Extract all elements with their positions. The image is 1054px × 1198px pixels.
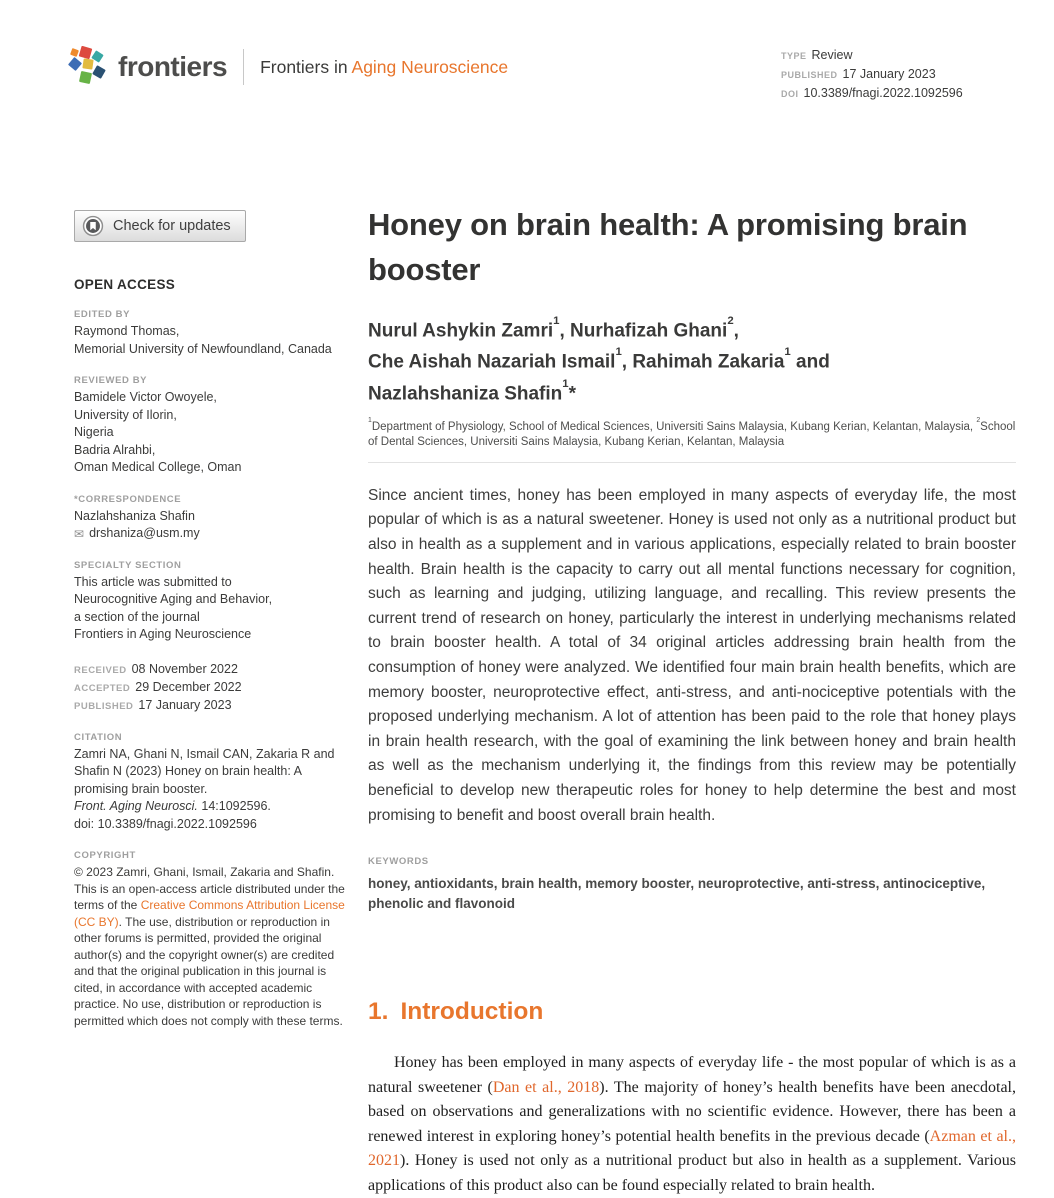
copyright-text: © 2023 Zamri, Ghani, Ismail, Zakaria and Shafin. This is an open-access article distributed under the terms of the — [74, 865, 345, 912]
received-row — [74, 661, 350, 679]
meta-published-label: PUBLISHED — [781, 70, 838, 80]
corresponding-author-asterisk: * — [568, 382, 577, 404]
citation-link-dan-2018[interactable]: Dan et al., 2018 — [492, 1078, 600, 1096]
authors-line — [368, 344, 1016, 375]
author-affil-sup: 1 — [615, 346, 622, 359]
reviewed-by-line: Oman Medical College, Oman — [74, 460, 242, 474]
author-name: Nazlahshaniza Shafin — [368, 382, 563, 404]
meta-doi-label: DOI — [781, 89, 799, 99]
citation-volume: 14:1092596. — [197, 799, 271, 813]
check-for-updates-button[interactable] — [74, 210, 246, 242]
affiliation-text: Department of Physiology, School of Medical Sciences, Universiti Sains Malaysia, Kubang Kerian, Kelantan, Malaysia, — [371, 420, 977, 433]
journal-name — [260, 57, 508, 78]
journal-prefix: Frontiers in — [260, 56, 352, 77]
authors-line — [368, 376, 1016, 407]
affiliation-sup: 1 — [368, 416, 372, 424]
published-row — [74, 697, 350, 715]
affiliations — [368, 416, 1016, 451]
section-title: Introduction — [400, 998, 544, 1026]
citation-label: CITATION — [74, 731, 123, 743]
affiliation-text: School of Dental Sciences, Universiti Sains Malaysia, Kubang Kerian, Kelantan, Malaysia — [368, 420, 1016, 449]
edited-by-label: EDITED BY — [74, 309, 131, 320]
citation-text: Zamri NA, Ghani N, Ismail CAN, Zakaria R and Shafin N (2023) Honey on brain health: A promising brain booster. — [74, 746, 335, 796]
affiliation-sup: 2 — [976, 416, 981, 424]
intro-text: ). The majority of honey’s health benefits have been anecdotal, based on observations and generalizations with no scientific evidence. However, there has been a renewed interest in exploring honey’s potential health benefits in the previous decade ( — [368, 1078, 1017, 1145]
journal-title-accent: Aging Neuroscience — [351, 56, 509, 77]
published-value: 17 January 2023 — [138, 697, 232, 712]
envelope-icon: ✉ — [74, 526, 85, 541]
header-divider — [243, 49, 244, 85]
meta-published-row — [781, 65, 963, 84]
specialty-section-label: SPECIALTY SECTION — [74, 559, 182, 571]
reviewed-by-line: Nigeria — [74, 425, 114, 439]
edited-by-block — [74, 323, 350, 358]
article-title: Honey on brain health: A promising brain booster — [368, 207, 968, 287]
accepted-label: ACCEPTED — [74, 682, 131, 694]
published-label: PUBLISHED — [74, 700, 134, 712]
citation-journal-line — [74, 798, 350, 816]
copyright-label: COPYRIGHT — [74, 850, 136, 861]
specialty-line: a section of the journal — [74, 609, 200, 624]
keywords-label: KEYWORDS — [368, 856, 429, 868]
meta-type-label: TYPE — [781, 51, 807, 61]
cc-by-license-link[interactable]: Creative Commons Attribution License (CC BY) — [74, 898, 345, 929]
meta-type-row — [781, 46, 963, 65]
intro-text: Honey has been employed in many aspects of everyday life - the most popular of which is as a natural sweetener ( — [368, 1054, 1016, 1096]
author-name: Nurul Ashykin Zamri — [368, 320, 554, 342]
accepted-row — [74, 679, 350, 697]
reviewed-by-line: Badria Alrahbi, — [74, 442, 156, 457]
article-body — [368, 202, 1016, 1198]
authors-block — [368, 313, 1016, 407]
introduction-heading — [368, 998, 1016, 1026]
correspondence-email-row — [74, 525, 350, 543]
author-separator: , — [733, 320, 739, 342]
introduction-paragraph — [368, 1051, 1016, 1198]
correspondence-email-link[interactable]: drshaniza@usm.my — [89, 526, 200, 540]
edited-by-line: Raymond Thomas, — [74, 324, 180, 338]
citation-block — [74, 746, 350, 834]
reviewed-by-line: University of Ilorin, — [74, 407, 177, 422]
citation-journal: Front. Aging Neurosci. — [74, 799, 198, 813]
authors-line — [368, 313, 1016, 344]
abstract-divider — [368, 462, 1016, 463]
reviewed-by-line: Bamidele Victor Owoyele, — [74, 390, 217, 404]
brand-wordmark: frontiers — [118, 51, 228, 82]
citation-link-azman-2021[interactable]: Azman et al., 2021 — [368, 1127, 1016, 1170]
abstract-text: Since ancient times, honey has been employed in many aspects of everyday life, the most popular of which is as a natural sweetener. Honey is used not only as a nutritional product but also in health as a supplement and in various applications, especially related to brain booster health. Brain health is the capacity to carry out all mental functions necessary for cognition, such as learning and judging, utilizing language, and recalling. This review presents the current trend of research on honey, particularly the interest in underlying mechanisms related to brain booster health. A total of 34 original articles addressing brain health from the consumption of honey were analyzed. We identified four main brain health benefits, which are memory booster, neuroprotective effect, anti-stress, and anti-nociceptive potentials with the proposed underlying mechanism. A lot of attention has been paid to the role that honey plays in brain health research, with the goal of examining the link between honey and brain health as well as the mechanism underlying it, the findings from this review may be potentially beneficial to develop new therapeutic roles for honey to help determine the best and most promising to benefit and boost overall brain health. — [368, 486, 1016, 824]
check-for-updates-label: Check for updates — [113, 218, 231, 234]
received-label: RECEIVED — [74, 664, 127, 676]
correspondence-name: Nazlahshaniza Shafin — [74, 508, 195, 523]
author-name: , Rahimah Zakaria — [621, 351, 785, 373]
section-number: 1. — [368, 998, 389, 1026]
specialty-line: Neurocognitive Aging and Behavior, — [74, 592, 273, 606]
citation-doi: doi: 10.3389/fnagi.2022.1092596 — [74, 816, 257, 831]
intro-text: ). Honey is used not only as a nutritional product but also in health as a supplement. Various applications of this product also can be found especially related to brain health. — [368, 1152, 1016, 1194]
specialty-section-block — [74, 574, 350, 644]
author-separator: and — [790, 351, 830, 373]
author-affil-sup: 1 — [562, 377, 569, 390]
received-value: 08 November 2022 — [131, 661, 238, 676]
author-affil-sup: 1 — [784, 346, 791, 359]
crossmark-icon — [82, 215, 104, 237]
copyright-block — [74, 864, 350, 1029]
meta-doi-row — [781, 84, 963, 103]
reviewed-by-label: REVIEWED BY — [74, 375, 148, 386]
meta-published-value: 17 January 2023 — [842, 67, 936, 81]
article-meta — [781, 46, 963, 103]
journal-header — [68, 46, 508, 88]
author-name: Che Aishah Nazariah Ismail — [368, 351, 616, 373]
author-affil-sup: 2 — [727, 314, 734, 327]
specialty-line: This article was submitted to — [74, 574, 232, 589]
specialty-line: Frontiers in Aging Neuroscience — [74, 627, 252, 641]
frontiers-logo-icon — [68, 46, 108, 88]
correspondence-block — [74, 508, 350, 543]
reviewed-by-block — [74, 389, 350, 477]
correspondence-label: *CORRESPONDENCE — [74, 493, 182, 505]
meta-type-value: Review — [811, 48, 853, 62]
author-affil-sup: 1 — [553, 314, 560, 327]
author-name: , Nurhafizah Ghani — [559, 320, 728, 342]
meta-doi-value: 10.3389/fnagi.2022.1092596 — [803, 86, 963, 100]
copyright-text: . The use, distribution or reproduction in other forums is permitted, provided the original author(s) and the copyright owner(s) are credited and that the original publication in this journal is cited, in accordance with accepted academic practice. No use, distribution or reproduction is permitted which does not comply with these terms. — [74, 914, 343, 1028]
history-dates-block — [74, 661, 350, 715]
open-access-badge: OPEN ACCESS — [74, 277, 176, 292]
sidebar — [74, 210, 350, 1029]
edited-by-line: Memorial University of Newfoundland, Canada — [74, 341, 332, 356]
keywords-text: honey, antioxidants, brain health, memory booster, neuroprotective, anti-stress, antinociceptive, phenolic and flavonoid — [368, 876, 986, 912]
accepted-value: 29 December 2022 — [135, 679, 242, 694]
